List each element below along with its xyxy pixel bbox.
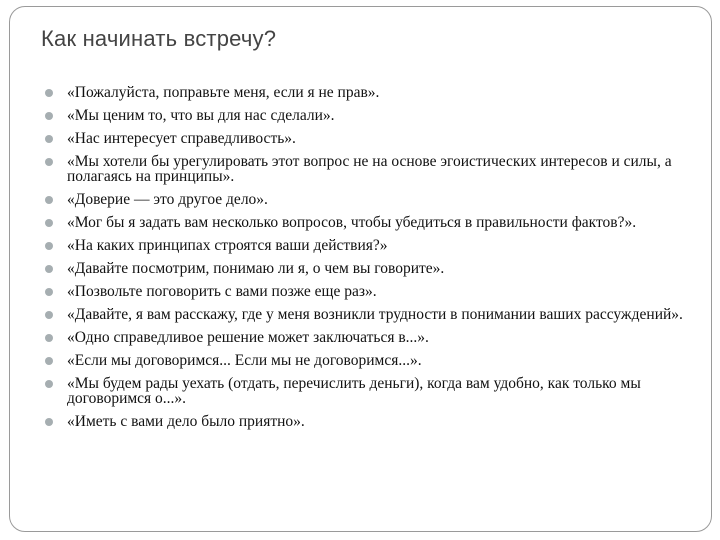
bullet-icon xyxy=(45,196,53,204)
list-item-text: «Мы хотели бы урегулировать этот вопрос не на основе эгоистических интересов и силы, а полагаясь на принципы». xyxy=(67,153,672,185)
list-item xyxy=(45,192,685,207)
bullet-icon xyxy=(45,311,53,319)
slide-title: Как начинать встречу? xyxy=(41,26,277,51)
bullet-icon xyxy=(45,380,53,388)
list-item-text: «Мы ценим то, что вы для нас сделали». xyxy=(67,107,335,124)
list-item xyxy=(45,414,685,429)
list-item xyxy=(45,261,685,276)
bullet-icon xyxy=(45,334,53,342)
list-item xyxy=(45,238,685,253)
list-item-text: «Мы будем рады уехать (отдать, перечислить деньги), когда вам удобно, как только мы договоримся о...». xyxy=(67,375,641,407)
list-item xyxy=(45,376,685,406)
list-item xyxy=(45,215,685,230)
list-item xyxy=(45,307,685,322)
list-item xyxy=(45,131,685,146)
bullet-icon xyxy=(45,89,53,97)
list-item-text: «На каких принципах строятся ваши действия?» xyxy=(67,237,388,254)
list-item xyxy=(45,330,685,345)
list-item xyxy=(45,154,685,184)
list-item-text: «Пожалуйста, поправьте меня, если я не прав». xyxy=(67,84,380,101)
list-item-text: «Позвольте поговорить с вами позже еще раз». xyxy=(67,283,377,300)
list-item xyxy=(45,108,685,123)
bullet-icon xyxy=(45,242,53,250)
list-item-text: «Если мы договоримся... Если мы не договоримся...». xyxy=(67,352,422,369)
bullet-icon xyxy=(45,357,53,365)
list-item xyxy=(45,85,685,100)
list-item-text: «Одно справедливое решение может заключаться в...». xyxy=(67,329,429,346)
list-item-text: «Доверие — это другое дело». xyxy=(67,191,268,208)
bullet-icon xyxy=(45,288,53,296)
bullet-list xyxy=(45,85,685,437)
bullet-icon xyxy=(45,158,53,166)
list-item xyxy=(45,284,685,299)
bullet-icon xyxy=(45,219,53,227)
list-item-text: «Давайте, я вам расскажу, где у меня возникли трудности в понимании ваших рассуждений». xyxy=(67,306,683,323)
bullet-icon xyxy=(45,418,53,426)
bullet-icon xyxy=(45,135,53,143)
list-item-text: «Нас интересует справедливость». xyxy=(67,130,296,147)
bullet-icon xyxy=(45,112,53,120)
list-item-text: «Иметь с вами дело было приятно». xyxy=(67,413,305,430)
list-item xyxy=(45,353,685,368)
bullet-icon xyxy=(45,265,53,273)
list-item-text: «Давайте посмотрим, понимаю ли я, о чем вы говорите». xyxy=(67,260,445,277)
list-item-text: «Мог бы я задать вам несколько вопросов, чтобы убедиться в правильности фактов?». xyxy=(67,214,637,231)
